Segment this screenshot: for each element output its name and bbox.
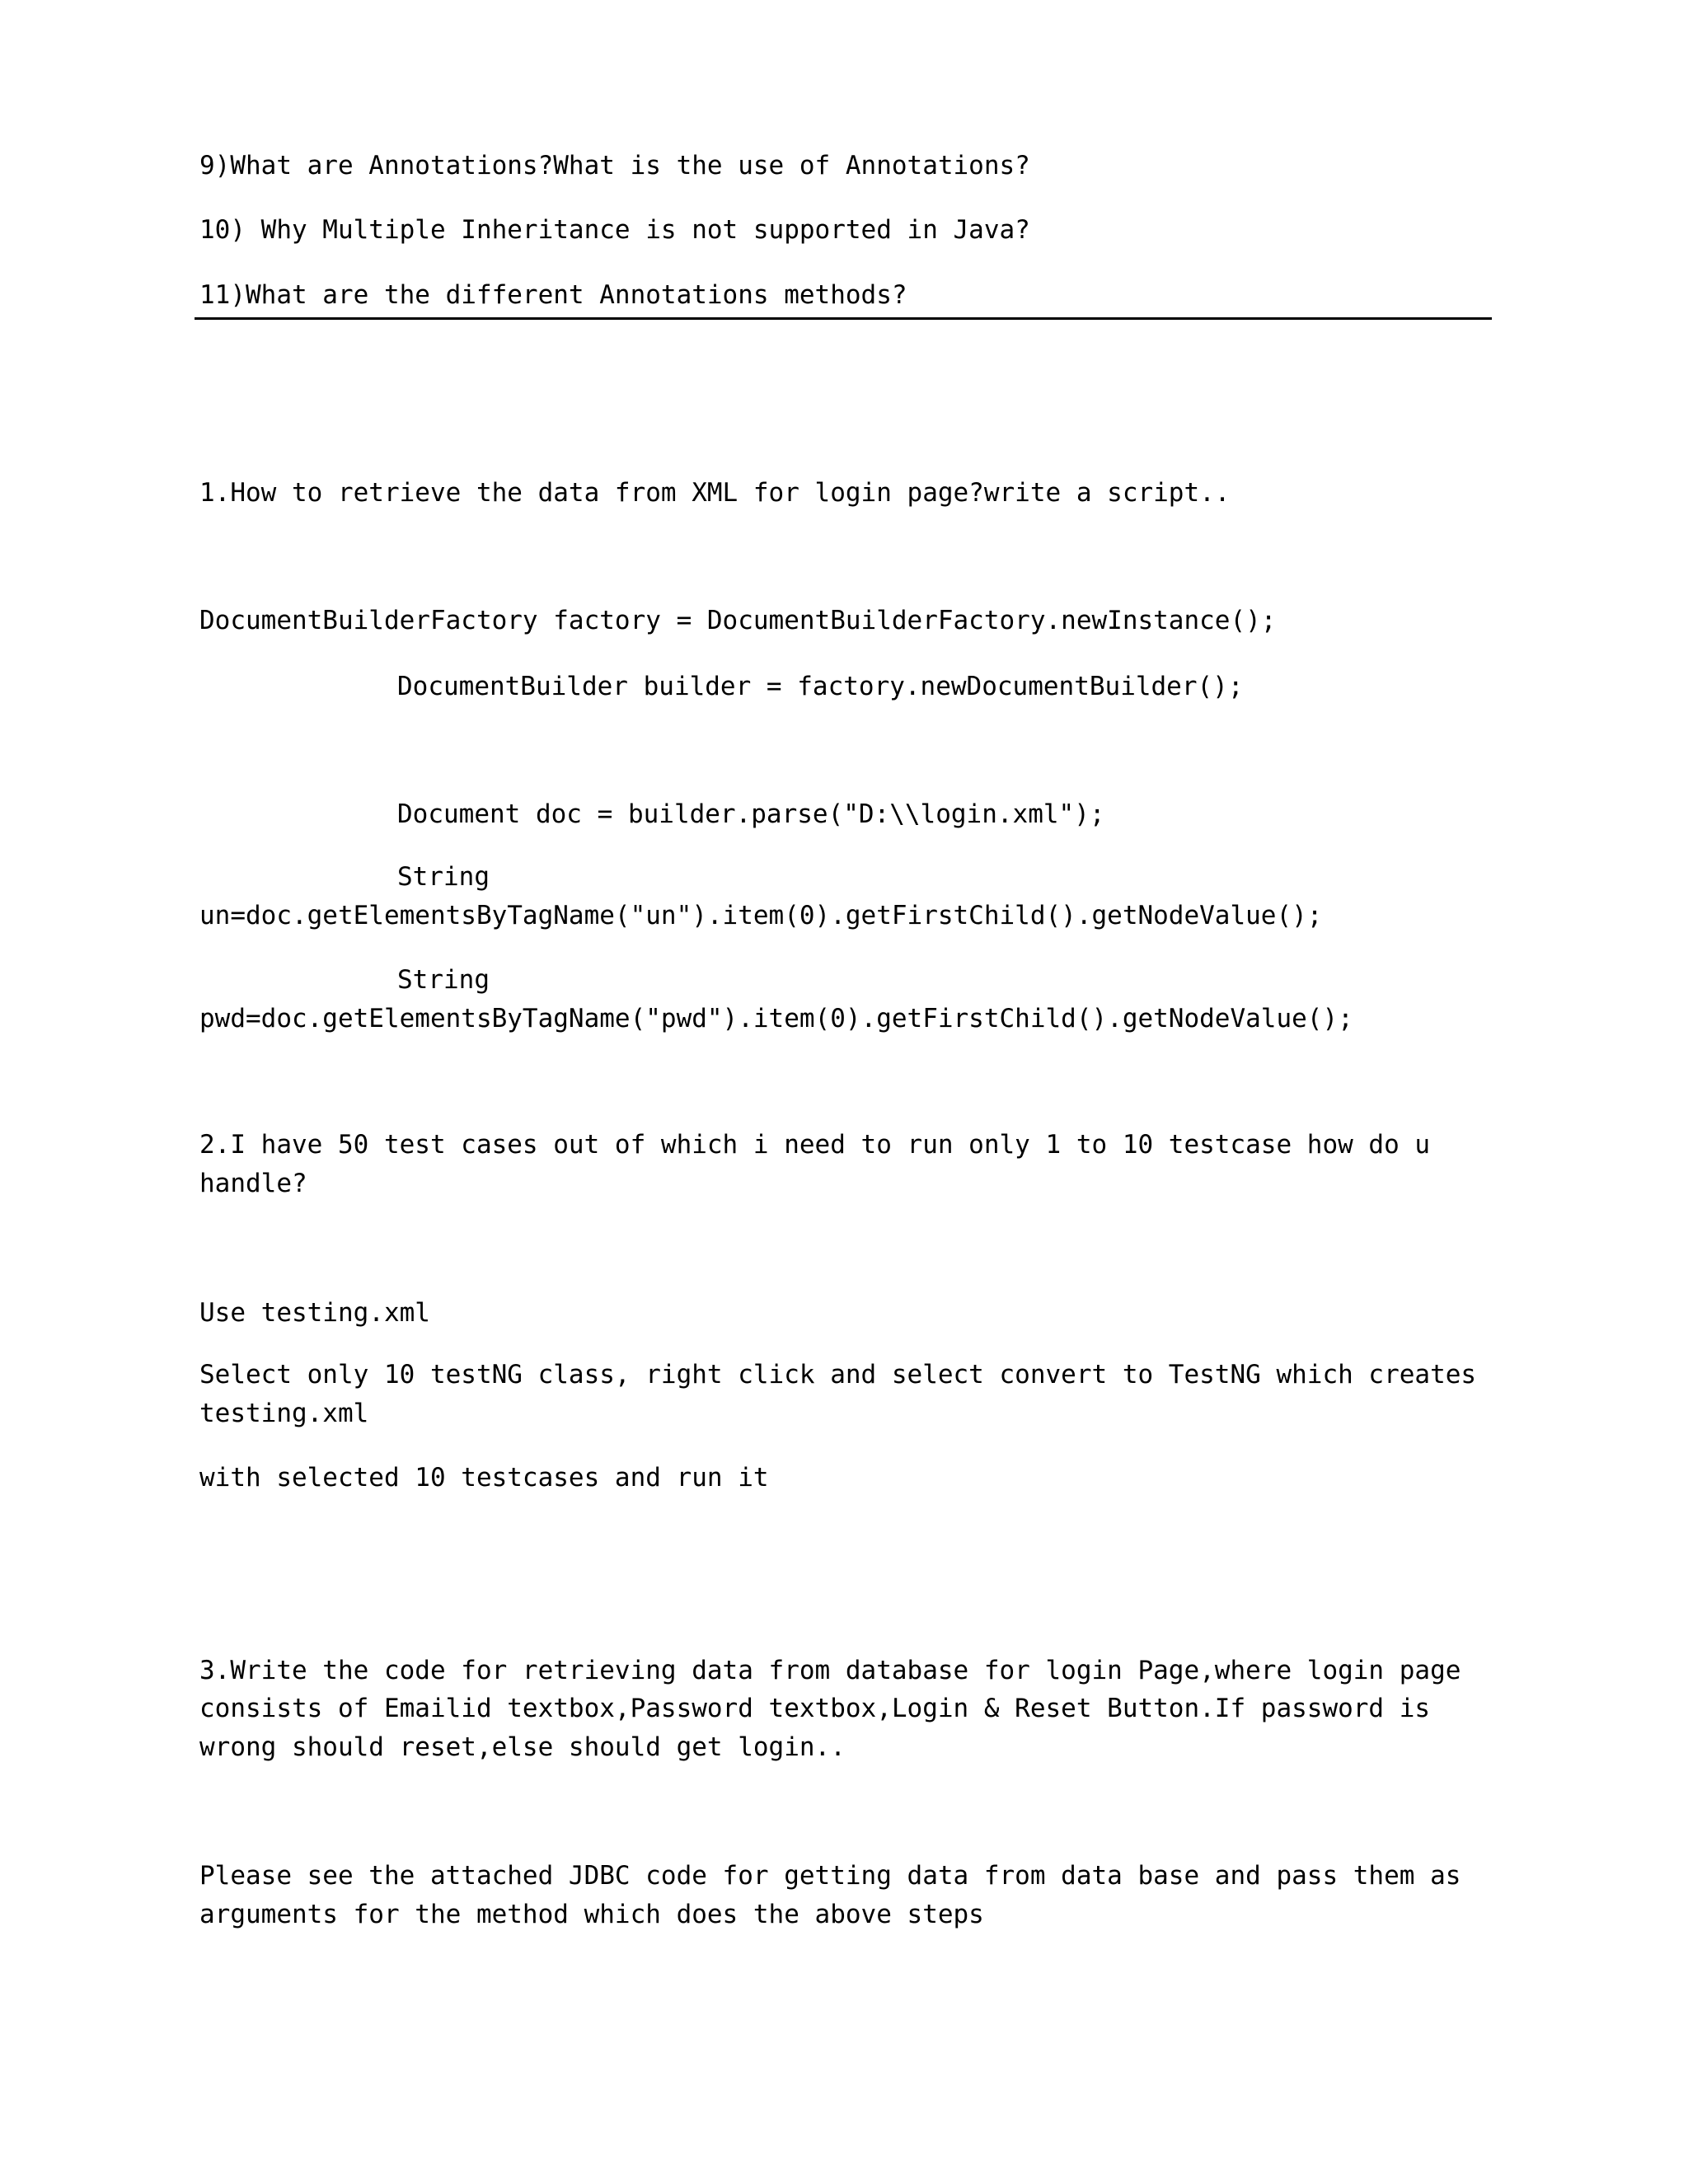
answer-line: arguments for the method which does the above steps — [199, 1900, 984, 1929]
question-2-line-2: handle? — [199, 1169, 307, 1198]
question-2-line-1: 2.I have 50 test cases out of which i need to run only 1 to 10 testcase how do u — [199, 1130, 1431, 1160]
code-line: DocumentBuilderFactory factory = DocumentBuilderFactory.newInstance(); — [199, 606, 1277, 635]
answer-line: Please see the attached JDBC code for getting data from data base and pass them as — [199, 1861, 1461, 1891]
question-3-line-3: wrong should reset,else should get login.. — [199, 1732, 846, 1762]
answer-line: testing.xml — [199, 1399, 369, 1428]
answer-line: Use testing.xml — [199, 1298, 430, 1328]
question-3-line-1: 3.Write the code for retrieving data from database for login Page,where login page — [199, 1656, 1461, 1685]
question-10: 10) Why Multiple Inheritance is not supported in Java? — [199, 215, 1030, 245]
answer-line: Select only 10 testNG class, right click and select convert to TestNG which creates — [199, 1360, 1477, 1390]
horizontal-divider — [195, 317, 1492, 320]
question-1: 1.How to retrieve the data from XML for login page?write a script.. — [199, 478, 1231, 508]
code-line: DocumentBuilder builder = factory.newDocumentBuilder(); — [397, 672, 1244, 701]
code-line: Document doc = builder.parse("D:\\login.xml"); — [397, 799, 1105, 829]
question-9: 9)What are Annotations?What is the use of Annotations? — [199, 151, 1030, 180]
question-3-line-2: consists of Emailid textbox,Password textbox,Login & Reset Button.If password is — [199, 1694, 1431, 1723]
question-11: 11)What are the different Annotations methods? — [199, 280, 907, 310]
code-line: un=doc.getElementsByTagName("un").item(0).getFirstChild().getNodeValue(); — [199, 901, 1323, 930]
code-line: String — [397, 965, 490, 995]
code-line: String — [397, 862, 490, 892]
code-line: pwd=doc.getElementsByTagName("pwd").item(0).getFirstChild().getNodeValue(); — [199, 1004, 1353, 1033]
answer-line: with selected 10 testcases and run it — [199, 1463, 769, 1493]
